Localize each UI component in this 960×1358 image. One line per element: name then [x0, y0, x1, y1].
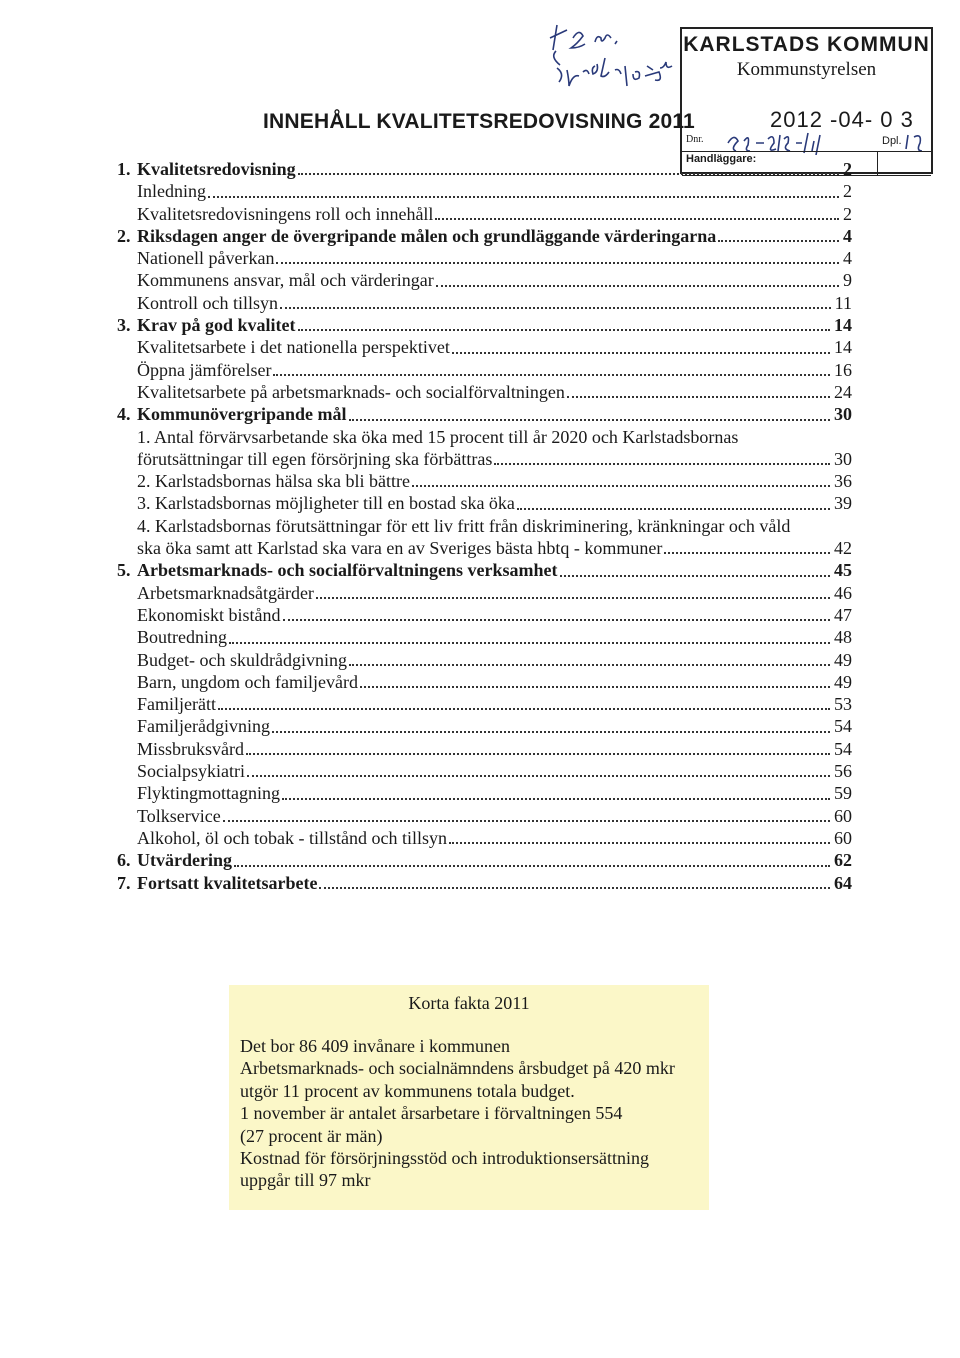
toc-page-number: 56 — [834, 761, 852, 782]
toc-section-number: 2. — [117, 225, 131, 246]
toc-page-number: 14 — [834, 337, 852, 358]
toc-entry-title: ska öka samt att Karlstad ska vara en av Sveriges bästa hbtq - kommuner — [137, 538, 663, 559]
toc-section-number: 6. — [117, 850, 131, 871]
toc-entry-title: Flyktingmottagning — [137, 783, 281, 804]
toc-page-number: 2 — [843, 159, 852, 179]
toc-row — [117, 336, 852, 358]
toc-row — [117, 872, 852, 894]
toc-leader-dots — [567, 395, 830, 398]
toc-row — [117, 180, 852, 202]
toc-leader-dots — [223, 819, 830, 822]
toc-leader-dots — [272, 730, 830, 733]
toc-row — [117, 649, 852, 671]
toc-entry-title: Barn, ungdom och familjevård — [137, 671, 358, 692]
toc-row — [117, 470, 852, 492]
toc-leader-dots — [276, 261, 839, 264]
toc-row — [117, 715, 852, 737]
toc-section-number: 7. — [117, 872, 131, 893]
toc-page-number: 62 — [834, 850, 852, 871]
toc-row — [117, 247, 852, 269]
toc-row — [117, 314, 852, 336]
toc-page-number: 53 — [834, 694, 852, 715]
toc-leader-dots — [349, 418, 831, 421]
toc-section-number: 5. — [117, 560, 131, 581]
toc-leader-dots — [247, 774, 830, 777]
toc-entry-title: Ekonomiskt bistånd — [137, 604, 281, 625]
toc-entry-title: Riksdagen anger de övergripande målen och grundläggande värderingarna — [137, 225, 717, 246]
toc-entry-title: Arbetsmarknadsåtgärder — [137, 582, 314, 603]
toc-entry-title: Utvärdering — [137, 850, 232, 871]
toc-row — [117, 537, 852, 559]
toc-leader-dots — [208, 195, 839, 198]
toc-entry-title: Missbruksvård — [137, 738, 244, 759]
toc-leader-dots — [229, 641, 830, 644]
facts-line: utgör 11 procent av kommunens totala budget. — [240, 1080, 575, 1101]
facts-title: Korta fakta 2011 — [408, 993, 530, 1013]
toc-row — [117, 827, 852, 849]
toc-page-number: 39 — [834, 493, 852, 514]
toc-leader-dots — [283, 618, 831, 621]
stamp-handlaggare-label: Handläggare: — [686, 153, 757, 165]
toc-page-number: 14 — [834, 315, 852, 336]
toc-row — [117, 426, 852, 448]
facts-line: uppgår till 97 mkr — [240, 1170, 371, 1191]
toc-page-number: 42 — [834, 538, 852, 559]
toc-leader-dots — [436, 284, 839, 287]
toc-page-number: 4 — [843, 248, 852, 269]
toc-leader-dots — [273, 373, 830, 376]
toc-page-number: 49 — [834, 649, 852, 670]
toc-row — [117, 492, 852, 514]
toc-leader-dots — [560, 574, 831, 577]
toc-leader-dots — [234, 864, 830, 867]
toc-page-number: 4 — [843, 225, 852, 246]
toc-row — [117, 805, 852, 827]
toc-row — [117, 693, 852, 715]
stamp-unit: Kommunstyrelsen — [736, 59, 877, 80]
toc-row — [117, 158, 852, 180]
toc-entry-title: 3. Karlstadsbornas möjligheter till en bostad ska öka — [137, 493, 515, 514]
toc-page-number: 64 — [834, 872, 852, 893]
toc-row — [117, 225, 852, 247]
toc-page-number: 2 — [843, 181, 852, 202]
toc-page-number: 11 — [834, 292, 852, 313]
toc-page-number: 54 — [834, 738, 852, 759]
toc-leader-dots — [494, 462, 830, 465]
toc-row — [117, 604, 852, 626]
toc-page-number: 30 — [834, 404, 852, 425]
toc-leader-dots — [316, 596, 830, 599]
toc-leader-dots — [349, 663, 830, 666]
toc-leader-dots — [360, 685, 830, 688]
toc-entry-title: Socialpsykiatri — [137, 761, 245, 782]
toc-leader-dots — [246, 752, 830, 755]
toc-page-number: 24 — [834, 381, 852, 402]
toc-entry-title: Alkohol, öl och tobak - tillstånd och tillsyn — [137, 827, 447, 848]
toc-entry-title: Kommunövergripande mål — [137, 404, 347, 425]
toc-leader-dots — [435, 217, 839, 220]
toc-page-number: 48 — [834, 627, 852, 648]
toc-entry-title: Nationell påverkan — [137, 248, 275, 269]
page-title: INNEHÅLL KVALITETSREDOVISNING 2011 — [263, 110, 695, 133]
toc-leader-dots — [298, 328, 830, 331]
toc-row — [117, 515, 852, 537]
toc-row — [117, 849, 852, 871]
toc-page-number: 59 — [834, 783, 852, 804]
toc-row — [117, 292, 852, 314]
toc-page-number: 30 — [834, 448, 852, 469]
toc-leader-dots — [282, 797, 830, 800]
registration-stamp — [680, 27, 933, 174]
stamp-dpl-label: Dpl. — [882, 135, 902, 147]
toc-row — [117, 559, 852, 581]
toc-leader-dots — [449, 841, 830, 844]
toc-entry-title: Kommunens ansvar, mål och värderingar — [137, 270, 434, 291]
toc-row — [117, 782, 852, 804]
toc-section-number: 1. — [117, 159, 131, 179]
toc-entry-title: Tolkservice — [137, 805, 221, 826]
handwritten-annotation — [545, 20, 695, 90]
toc-entry-title: Familjerätt — [137, 694, 216, 715]
toc-row — [117, 269, 852, 291]
toc-entry-title: Boutredning — [137, 627, 227, 648]
handwritten-dpl — [904, 129, 932, 153]
facts-lines — [240, 1035, 675, 1192]
toc-page-number: 49 — [834, 671, 852, 692]
facts-line: Det bor 86 409 invånare i kommunen — [240, 1036, 510, 1056]
toc-page-number: 2 — [843, 203, 852, 224]
toc-leader-dots — [319, 886, 830, 889]
toc-entry-title: Kvalitetsredovisningens roll och innehåll — [137, 203, 434, 224]
toc-row — [117, 359, 852, 381]
toc-entry-title: 1. Antal förvärvsarbetande ska öka med 15 procent till år 2020 och Karlstadsbornas — [137, 426, 739, 447]
toc-entry-title: Budget- och skuldrådgivning — [137, 649, 347, 670]
facts-box — [229, 985, 709, 1210]
toc-row — [117, 448, 852, 470]
stamp-organization: KARLSTADS KOMMUN — [683, 33, 930, 56]
toc-row — [117, 203, 852, 225]
toc-entry-title: Öppna jämförelser — [137, 359, 272, 380]
toc-leader-dots — [280, 306, 831, 309]
toc-row — [117, 403, 852, 425]
toc-page-number: 45 — [834, 560, 852, 581]
toc-entry-title: Fortsatt kvalitetsarbete — [137, 872, 318, 893]
toc-leader-dots — [718, 239, 839, 242]
toc-row — [117, 671, 852, 693]
toc-row — [117, 760, 852, 782]
toc-page-number: 16 — [834, 359, 852, 380]
toc-entry-title: Kvalitetsarbete i det nationella perspektivet — [137, 337, 450, 358]
toc-page-number: 60 — [834, 805, 852, 826]
facts-line: (27 procent är män) — [240, 1125, 383, 1146]
toc-row — [117, 626, 852, 648]
facts-line: Arbetsmarknads- och socialnämndens årsbudget på 420 mkr — [240, 1058, 675, 1079]
facts-line: Kostnad för försörjningsstöd och introduktionsersättning — [240, 1148, 649, 1169]
toc-entry-title: förutsättningar till egen försörjning ska förbättras — [137, 448, 493, 469]
toc-leader-dots — [412, 484, 830, 487]
toc-entry-title: Inledning — [137, 181, 206, 202]
toc-row — [117, 381, 852, 403]
toc-page-number: 9 — [843, 270, 852, 291]
toc-entry-title: 4. Karlstadsbornas förutsättningar för ett liv fritt från diskriminering, kränkningar och våld — [137, 515, 791, 536]
toc-row — [117, 738, 852, 760]
toc-leader-dots — [218, 707, 830, 710]
toc-section-number: 4. — [117, 404, 131, 425]
toc-page-number: 54 — [834, 716, 852, 737]
toc-page-number: 46 — [834, 582, 852, 603]
toc-entry-title: Kvalitetsredovisning — [137, 159, 296, 179]
toc-leader-dots — [298, 172, 839, 175]
toc-entry-title: Krav på god kvalitet — [137, 315, 296, 336]
toc-entry-title: Familjerådgivning — [137, 716, 270, 737]
toc-section-number: 3. — [117, 315, 131, 336]
toc-entry-title: Kvalitetsarbete på arbetsmarknads- och socialförvaltningen — [137, 381, 565, 402]
toc-entry-title: Kontroll och tillsyn — [137, 292, 278, 313]
toc-row — [117, 582, 852, 604]
toc-page-number: 60 — [834, 827, 852, 848]
toc-page-number: 47 — [834, 604, 852, 625]
toc-leader-dots — [452, 351, 830, 354]
toc-entry-title: Arbetsmarknads- och socialförvaltningens verksamhet — [137, 560, 558, 581]
toc-leader-dots — [664, 551, 830, 554]
stamp-date: 2012 -04- 0 3 — [770, 107, 914, 132]
toc-entry-title: 2. Karlstadsbornas hälsa ska bli bättre — [137, 471, 410, 492]
table-of-contents — [117, 158, 852, 894]
stamp-dnr-label: Dnr. — [686, 134, 704, 145]
toc-leader-dots — [517, 507, 830, 510]
toc-page-number: 36 — [834, 471, 852, 492]
facts-line: 1 november är antalet årsarbetare i förvaltningen 554 — [240, 1103, 623, 1124]
